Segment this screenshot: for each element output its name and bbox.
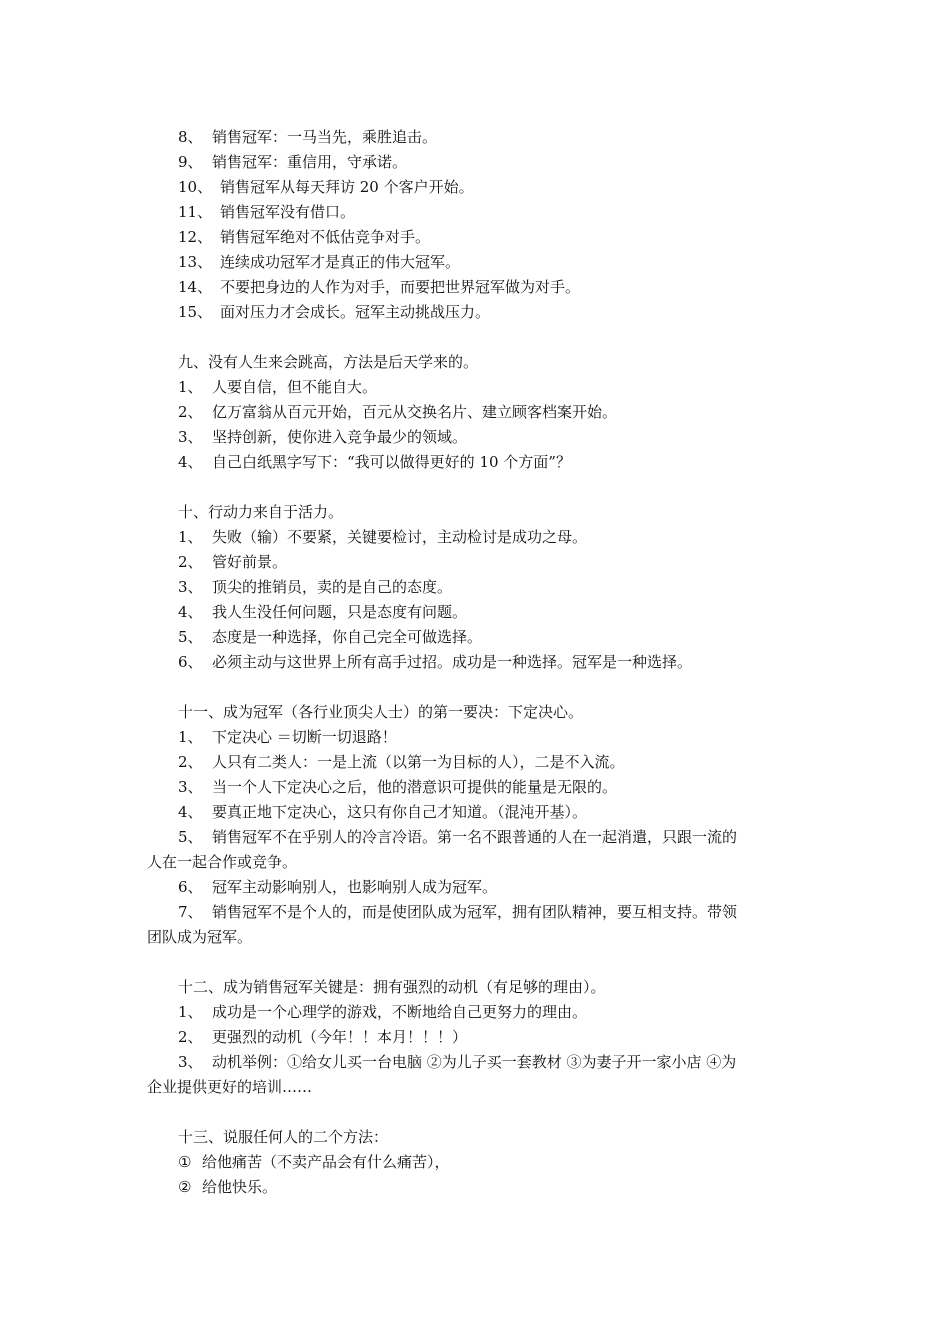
list-item: 2、 人只有二类人：一是上流（以第一为目标的人），二是不入流。	[178, 753, 625, 771]
list-item: 3、 动机举例：①给女儿买一台电脑 ②为儿子买一套教材 ③为妻子开一家小店 ④为	[178, 1053, 737, 1071]
list-item: 15、 面对压力才会成长。冠军主动挑战压力。	[178, 303, 491, 321]
list-item: 1、 人要自信，但不能自大。	[178, 378, 378, 396]
list-item: 5、 态度是一种选择，你自己完全可做选择。	[178, 628, 483, 646]
list-item: 8、 销售冠军：一马当先，乘胜追击。	[178, 128, 438, 146]
list-item: 9、 销售冠军：重信用，守承诺。	[178, 153, 408, 171]
list-item: 3、 坚持创新，使你进入竞争最少的领域。	[178, 428, 468, 446]
list-item: 2、 更强烈的动机（今年！！本月！！！）	[178, 1028, 468, 1046]
list-item: 4、 要真正地下定决心，这只有你自己才知道。（混沌开基）。	[178, 803, 588, 821]
list-item-continuation: 企业提供更好的培训……	[147, 1078, 313, 1096]
list-item: 4、 我人生没任何问题，只是态度有问题。	[178, 603, 468, 621]
list-item: 3、 顶尖的推销员，卖的是自己的态度。	[178, 578, 453, 596]
list-item: 4、 自己白纸黑字写下：“我可以做得更好的 10 个方面”？	[178, 453, 571, 471]
section-heading: 十三、说服任何人的二个方法：	[178, 1128, 389, 1146]
list-item: ② 给他快乐。	[178, 1178, 278, 1196]
list-item: 10、 销售冠军从每天拜访 20 个客户开始。	[178, 178, 474, 196]
list-item: ① 给他痛苦（不卖产品会有什么痛苦），	[178, 1153, 450, 1171]
list-item: 1、 失败（输）不要紧，关键要检讨，主动检讨是成功之母。	[178, 528, 588, 546]
section-heading: 九、没有人生来会跳高，方法是后天学来的。	[178, 353, 479, 371]
list-item-continuation: 团队成为冠军。	[147, 928, 253, 946]
section-heading: 十、行动力来自于活力。	[178, 503, 344, 521]
list-item: 7、 销售冠军不是个人的，而是使团队成为冠军，拥有团队精神，要互相支持。带领	[178, 903, 738, 921]
list-item: 12、 销售冠军绝对不低估竞争对手。	[178, 228, 431, 246]
list-item: 1、 成功是一个心理学的游戏，不断地给自己更努力的理由。	[178, 1003, 588, 1021]
list-item: 3、 当一个人下定决心之后，他的潜意识可提供的能量是无限的。	[178, 778, 618, 796]
section-heading: 十一、成为冠军（各行业顶尖人士）的第一要决：下定决心。	[178, 703, 584, 721]
list-item: 1、 下定决心 ＝切断一切退路！	[178, 728, 397, 746]
list-item: 6、 冠军主动影响别人，也影响别人成为冠军。	[178, 878, 498, 896]
list-item: 6、 必须主动与这世界上所有高手过招。成功是一种选择。冠军是一种选择。	[178, 653, 693, 671]
list-item: 13、 连续成功冠军才是真正的伟大冠军。	[178, 253, 461, 271]
list-item: 5、 销售冠军不在乎别人的冷言冷语。第一名不跟普通的人在一起消遣，只跟一流的	[178, 828, 738, 846]
list-item: 14、 不要把身边的人作为对手，而要把世界冠军做为对手。	[178, 278, 581, 296]
list-item: 11、 销售冠军没有借口。	[178, 203, 356, 221]
section-heading: 十二、成为销售冠军关键是：拥有强烈的动机（有足够的理由）。	[178, 978, 606, 996]
list-item-continuation: 人在一起合作或竞争。	[147, 853, 298, 871]
list-item: 2、 管好前景。	[178, 553, 288, 571]
list-item: 2、 亿万富翁从百元开始，百元从交换名片、建立顾客档案开始。	[178, 403, 618, 421]
